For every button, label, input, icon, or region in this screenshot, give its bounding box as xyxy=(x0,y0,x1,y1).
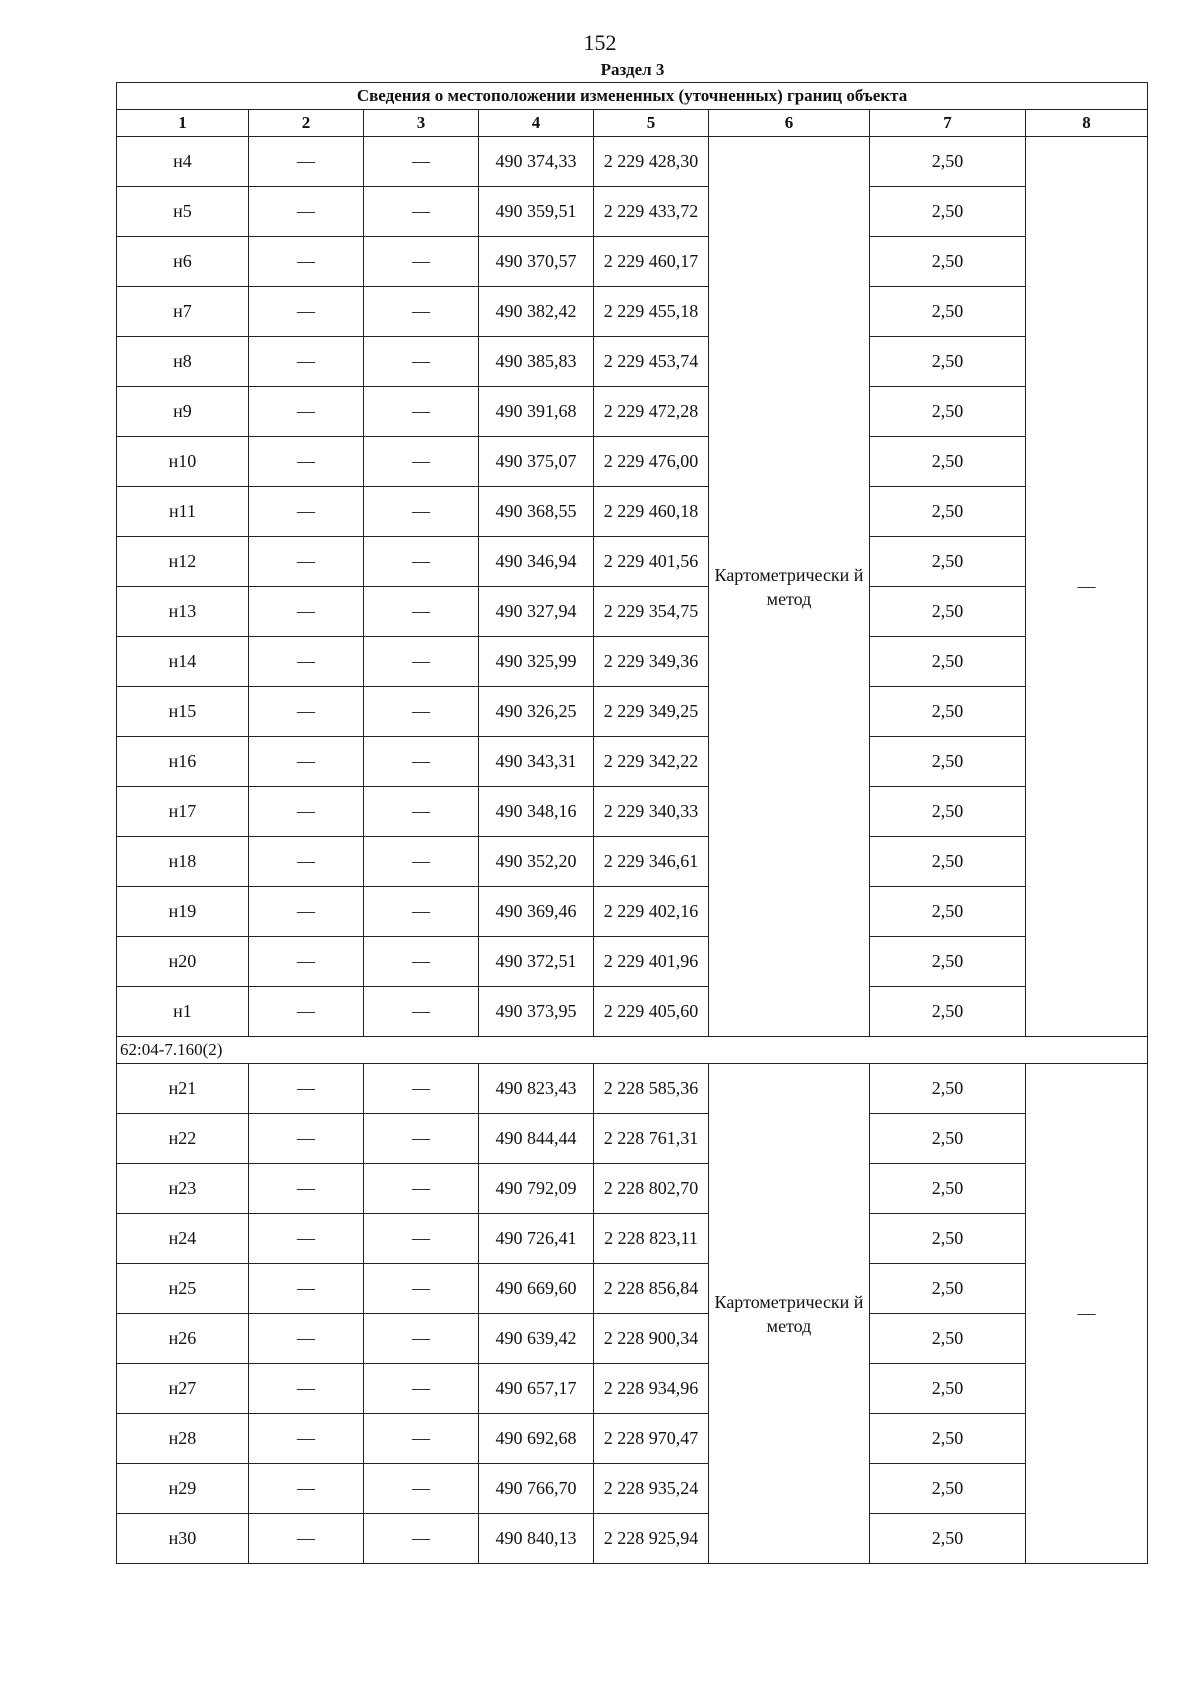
precision-cell: 2,50 xyxy=(870,587,1026,637)
point-name-cell: н15 xyxy=(117,687,249,737)
precision-cell: 2,50 xyxy=(870,1464,1026,1514)
point-name-cell: н25 xyxy=(117,1264,249,1314)
point-name-cell: н21 xyxy=(117,1064,249,1114)
x-coordinate-cell: 490 326,25 xyxy=(479,687,594,737)
column-3-cell: — xyxy=(364,1464,479,1514)
point-name-cell: н7 xyxy=(117,287,249,337)
column-3-cell: — xyxy=(364,1314,479,1364)
y-coordinate-cell: 2 229 453,74 xyxy=(594,337,709,387)
column-2-cell: — xyxy=(249,437,364,487)
column-2-cell: — xyxy=(249,937,364,987)
table-row xyxy=(117,137,1148,187)
y-coordinate-cell: 2 228 900,34 xyxy=(594,1314,709,1364)
precision-cell: 2,50 xyxy=(870,1064,1026,1114)
y-coordinate-cell: 2 229 340,33 xyxy=(594,787,709,837)
column-3-cell: — xyxy=(364,437,479,487)
x-coordinate-cell: 490 823,43 xyxy=(479,1064,594,1114)
column-8-cell: — xyxy=(1026,137,1148,1037)
method-cell: Картометрически й метод xyxy=(709,1064,870,1564)
column-header: 7 xyxy=(870,110,1026,137)
y-coordinate-cell: 2 229 428,30 xyxy=(594,137,709,187)
x-coordinate-cell: 490 352,20 xyxy=(479,837,594,887)
point-name-cell: н22 xyxy=(117,1114,249,1164)
table-row xyxy=(117,537,1148,587)
precision-cell: 2,50 xyxy=(870,387,1026,437)
x-coordinate-cell: 490 669,60 xyxy=(479,1264,594,1314)
table-row xyxy=(117,1064,1148,1114)
precision-cell: 2,50 xyxy=(870,137,1026,187)
x-coordinate-cell: 490 343,31 xyxy=(479,737,594,787)
precision-cell: 2,50 xyxy=(870,1214,1026,1264)
precision-cell: 2,50 xyxy=(870,187,1026,237)
column-2-cell: — xyxy=(249,687,364,737)
column-2-cell: — xyxy=(249,637,364,687)
boundary-points-table xyxy=(116,82,1148,1564)
table-header-row xyxy=(117,110,1148,137)
column-2-cell: — xyxy=(249,1414,364,1464)
table-row xyxy=(117,937,1148,987)
column-3-cell: — xyxy=(364,337,479,387)
point-name-cell: н5 xyxy=(117,187,249,237)
column-3-cell: — xyxy=(364,1414,479,1464)
table-row xyxy=(117,1414,1148,1464)
point-name-cell: н20 xyxy=(117,937,249,987)
precision-cell: 2,50 xyxy=(870,837,1026,887)
x-coordinate-cell: 490 374,33 xyxy=(479,137,594,187)
column-2-cell: — xyxy=(249,137,364,187)
y-coordinate-cell: 2 229 342,22 xyxy=(594,737,709,787)
y-coordinate-cell: 2 229 476,00 xyxy=(594,437,709,487)
y-coordinate-cell: 2 229 460,17 xyxy=(594,237,709,287)
point-name-cell: н1 xyxy=(117,987,249,1037)
precision-cell: 2,50 xyxy=(870,987,1026,1037)
table-row xyxy=(117,587,1148,637)
y-coordinate-cell: 2 229 472,28 xyxy=(594,387,709,437)
table-row xyxy=(117,237,1148,287)
column-2-cell: — xyxy=(249,537,364,587)
table-row xyxy=(117,1514,1148,1564)
method-cell: Картометрически й метод xyxy=(709,137,870,1037)
point-name-cell: н18 xyxy=(117,837,249,887)
table-row xyxy=(117,1214,1148,1264)
group-label: 62:04-7.160(2) xyxy=(117,1037,1148,1064)
table-row xyxy=(117,1314,1148,1364)
column-2-cell: — xyxy=(249,987,364,1037)
x-coordinate-cell: 490 639,42 xyxy=(479,1314,594,1364)
x-coordinate-cell: 490 373,95 xyxy=(479,987,594,1037)
y-coordinate-cell: 2 228 585,36 xyxy=(594,1064,709,1114)
column-3-cell: — xyxy=(364,1064,479,1114)
precision-cell: 2,50 xyxy=(870,1414,1026,1464)
precision-cell: 2,50 xyxy=(870,287,1026,337)
column-2-cell: — xyxy=(249,1114,364,1164)
y-coordinate-cell: 2 228 925,94 xyxy=(594,1514,709,1564)
x-coordinate-cell: 490 327,94 xyxy=(479,587,594,637)
y-coordinate-cell: 2 229 401,96 xyxy=(594,937,709,987)
point-name-cell: н27 xyxy=(117,1364,249,1414)
column-2-cell: — xyxy=(249,237,364,287)
column-3-cell: — xyxy=(364,187,479,237)
x-coordinate-cell: 490 792,09 xyxy=(479,1164,594,1214)
point-name-cell: н4 xyxy=(117,137,249,187)
table-row xyxy=(117,987,1148,1037)
precision-cell: 2,50 xyxy=(870,487,1026,537)
precision-cell: 2,50 xyxy=(870,737,1026,787)
point-name-cell: н17 xyxy=(117,787,249,837)
x-coordinate-cell: 490 382,42 xyxy=(479,287,594,337)
x-coordinate-cell: 490 325,99 xyxy=(479,637,594,687)
x-coordinate-cell: 490 375,07 xyxy=(479,437,594,487)
column-header: 4 xyxy=(479,110,594,137)
column-3-cell: — xyxy=(364,1514,479,1564)
column-3-cell: — xyxy=(364,987,479,1037)
y-coordinate-cell: 2 229 433,72 xyxy=(594,187,709,237)
table-row xyxy=(117,1264,1148,1314)
y-coordinate-cell: 2 229 354,75 xyxy=(594,587,709,637)
x-coordinate-cell: 490 844,44 xyxy=(479,1114,594,1164)
column-8-cell: — xyxy=(1026,1064,1148,1564)
table-row xyxy=(117,637,1148,687)
column-header: 5 xyxy=(594,110,709,137)
x-coordinate-cell: 490 657,17 xyxy=(479,1364,594,1414)
table-row xyxy=(117,887,1148,937)
point-name-cell: н16 xyxy=(117,737,249,787)
precision-cell: 2,50 xyxy=(870,787,1026,837)
precision-cell: 2,50 xyxy=(870,887,1026,937)
column-2-cell: — xyxy=(249,1214,364,1264)
x-coordinate-cell: 490 346,94 xyxy=(479,537,594,587)
column-2-cell: — xyxy=(249,287,364,337)
column-2-cell: — xyxy=(249,187,364,237)
column-2-cell: — xyxy=(249,1364,364,1414)
precision-cell: 2,50 xyxy=(870,337,1026,387)
y-coordinate-cell: 2 229 455,18 xyxy=(594,287,709,337)
y-coordinate-cell: 2 229 460,18 xyxy=(594,487,709,537)
column-2-cell: — xyxy=(249,1264,364,1314)
y-coordinate-cell: 2 228 935,24 xyxy=(594,1464,709,1514)
column-2-cell: — xyxy=(249,487,364,537)
column-3-cell: — xyxy=(364,1164,479,1214)
point-name-cell: н8 xyxy=(117,337,249,387)
column-3-cell: — xyxy=(364,787,479,837)
precision-cell: 2,50 xyxy=(870,1164,1026,1214)
table-row xyxy=(117,187,1148,237)
page-number: 152 xyxy=(583,30,617,55)
column-3-cell: — xyxy=(364,387,479,437)
column-header: 1 xyxy=(117,110,249,137)
y-coordinate-cell: 2 228 856,84 xyxy=(594,1264,709,1314)
y-coordinate-cell: 2 229 401,56 xyxy=(594,537,709,587)
point-name-cell: н28 xyxy=(117,1414,249,1464)
column-2-cell: — xyxy=(249,337,364,387)
y-coordinate-cell: 2 229 405,60 xyxy=(594,987,709,1037)
x-coordinate-cell: 490 370,57 xyxy=(479,237,594,287)
x-coordinate-cell: 490 359,51 xyxy=(479,187,594,237)
table-row xyxy=(117,687,1148,737)
column-3-cell: — xyxy=(364,837,479,887)
x-coordinate-cell: 490 391,68 xyxy=(479,387,594,437)
precision-cell: 2,50 xyxy=(870,1114,1026,1164)
precision-cell: 2,50 xyxy=(870,637,1026,687)
table-row xyxy=(117,1114,1148,1164)
column-3-cell: — xyxy=(364,937,479,987)
column-3-cell: — xyxy=(364,1264,479,1314)
point-name-cell: н30 xyxy=(117,1514,249,1564)
column-2-cell: — xyxy=(249,387,364,437)
x-coordinate-cell: 490 766,70 xyxy=(479,1464,594,1514)
column-3-cell: — xyxy=(364,887,479,937)
precision-cell: 2,50 xyxy=(870,237,1026,287)
y-coordinate-cell: 2 229 346,61 xyxy=(594,837,709,887)
table-title: Сведения о местоположении измененных (уточненных) границ объекта xyxy=(117,83,1148,110)
table-row xyxy=(117,1464,1148,1514)
column-2-cell: — xyxy=(249,1314,364,1364)
x-coordinate-cell: 490 369,46 xyxy=(479,887,594,937)
column-header: 2 xyxy=(249,110,364,137)
precision-cell: 2,50 xyxy=(870,1264,1026,1314)
table-row xyxy=(117,337,1148,387)
column-header: 3 xyxy=(364,110,479,137)
table-row xyxy=(117,487,1148,537)
point-name-cell: н11 xyxy=(117,487,249,537)
x-coordinate-cell: 490 348,16 xyxy=(479,787,594,837)
column-2-cell: — xyxy=(249,737,364,787)
table-row xyxy=(117,387,1148,437)
column-header: 8 xyxy=(1026,110,1148,137)
column-3-cell: — xyxy=(364,537,479,587)
y-coordinate-cell: 2 228 802,70 xyxy=(594,1164,709,1214)
precision-cell: 2,50 xyxy=(870,1514,1026,1564)
point-name-cell: н10 xyxy=(117,437,249,487)
point-name-cell: н29 xyxy=(117,1464,249,1514)
precision-cell: 2,50 xyxy=(870,537,1026,587)
table-row xyxy=(117,737,1148,787)
y-coordinate-cell: 2 229 349,25 xyxy=(594,687,709,737)
column-3-cell: — xyxy=(364,1214,479,1264)
precision-cell: 2,50 xyxy=(870,1314,1026,1364)
x-coordinate-cell: 490 368,55 xyxy=(479,487,594,537)
column-3-cell: — xyxy=(364,687,479,737)
point-name-cell: н14 xyxy=(117,637,249,687)
x-coordinate-cell: 490 840,13 xyxy=(479,1514,594,1564)
column-2-cell: — xyxy=(249,837,364,887)
column-2-cell: — xyxy=(249,1464,364,1514)
point-name-cell: н9 xyxy=(117,387,249,437)
table-row xyxy=(117,437,1148,487)
x-coordinate-cell: 490 372,51 xyxy=(479,937,594,987)
column-3-cell: — xyxy=(364,1364,479,1414)
point-name-cell: н12 xyxy=(117,537,249,587)
table-row xyxy=(117,1164,1148,1214)
column-2-cell: — xyxy=(249,1164,364,1214)
x-coordinate-cell: 490 692,68 xyxy=(479,1414,594,1464)
column-3-cell: — xyxy=(364,637,479,687)
table-row xyxy=(117,787,1148,837)
point-name-cell: н6 xyxy=(117,237,249,287)
y-coordinate-cell: 2 229 402,16 xyxy=(594,887,709,937)
column-3-cell: — xyxy=(364,1114,479,1164)
y-coordinate-cell: 2 228 761,31 xyxy=(594,1114,709,1164)
point-name-cell: н23 xyxy=(117,1164,249,1214)
table-title-row xyxy=(117,83,1148,110)
y-coordinate-cell: 2 229 349,36 xyxy=(594,637,709,687)
section-title: Раздел 3 xyxy=(600,60,665,79)
precision-cell: 2,50 xyxy=(870,937,1026,987)
precision-cell: 2,50 xyxy=(870,437,1026,487)
point-name-cell: н26 xyxy=(117,1314,249,1364)
column-2-cell: — xyxy=(249,887,364,937)
point-name-cell: н13 xyxy=(117,587,249,637)
column-3-cell: — xyxy=(364,737,479,787)
table-row xyxy=(117,837,1148,887)
x-coordinate-cell: 490 385,83 xyxy=(479,337,594,387)
y-coordinate-cell: 2 228 970,47 xyxy=(594,1414,709,1464)
column-3-cell: — xyxy=(364,587,479,637)
table-row xyxy=(117,287,1148,337)
x-coordinate-cell: 490 726,41 xyxy=(479,1214,594,1264)
column-3-cell: — xyxy=(364,237,479,287)
column-2-cell: — xyxy=(249,587,364,637)
group-label-row xyxy=(117,1037,1148,1064)
column-header: 6 xyxy=(709,110,870,137)
precision-cell: 2,50 xyxy=(870,687,1026,737)
column-2-cell: — xyxy=(249,1064,364,1114)
y-coordinate-cell: 2 228 934,96 xyxy=(594,1364,709,1414)
column-2-cell: — xyxy=(249,1514,364,1564)
column-3-cell: — xyxy=(364,287,479,337)
table-row xyxy=(117,1364,1148,1414)
y-coordinate-cell: 2 228 823,11 xyxy=(594,1214,709,1264)
column-2-cell: — xyxy=(249,787,364,837)
column-3-cell: — xyxy=(364,487,479,537)
precision-cell: 2,50 xyxy=(870,1364,1026,1414)
point-name-cell: н24 xyxy=(117,1214,249,1264)
point-name-cell: н19 xyxy=(117,887,249,937)
column-3-cell: — xyxy=(364,137,479,187)
